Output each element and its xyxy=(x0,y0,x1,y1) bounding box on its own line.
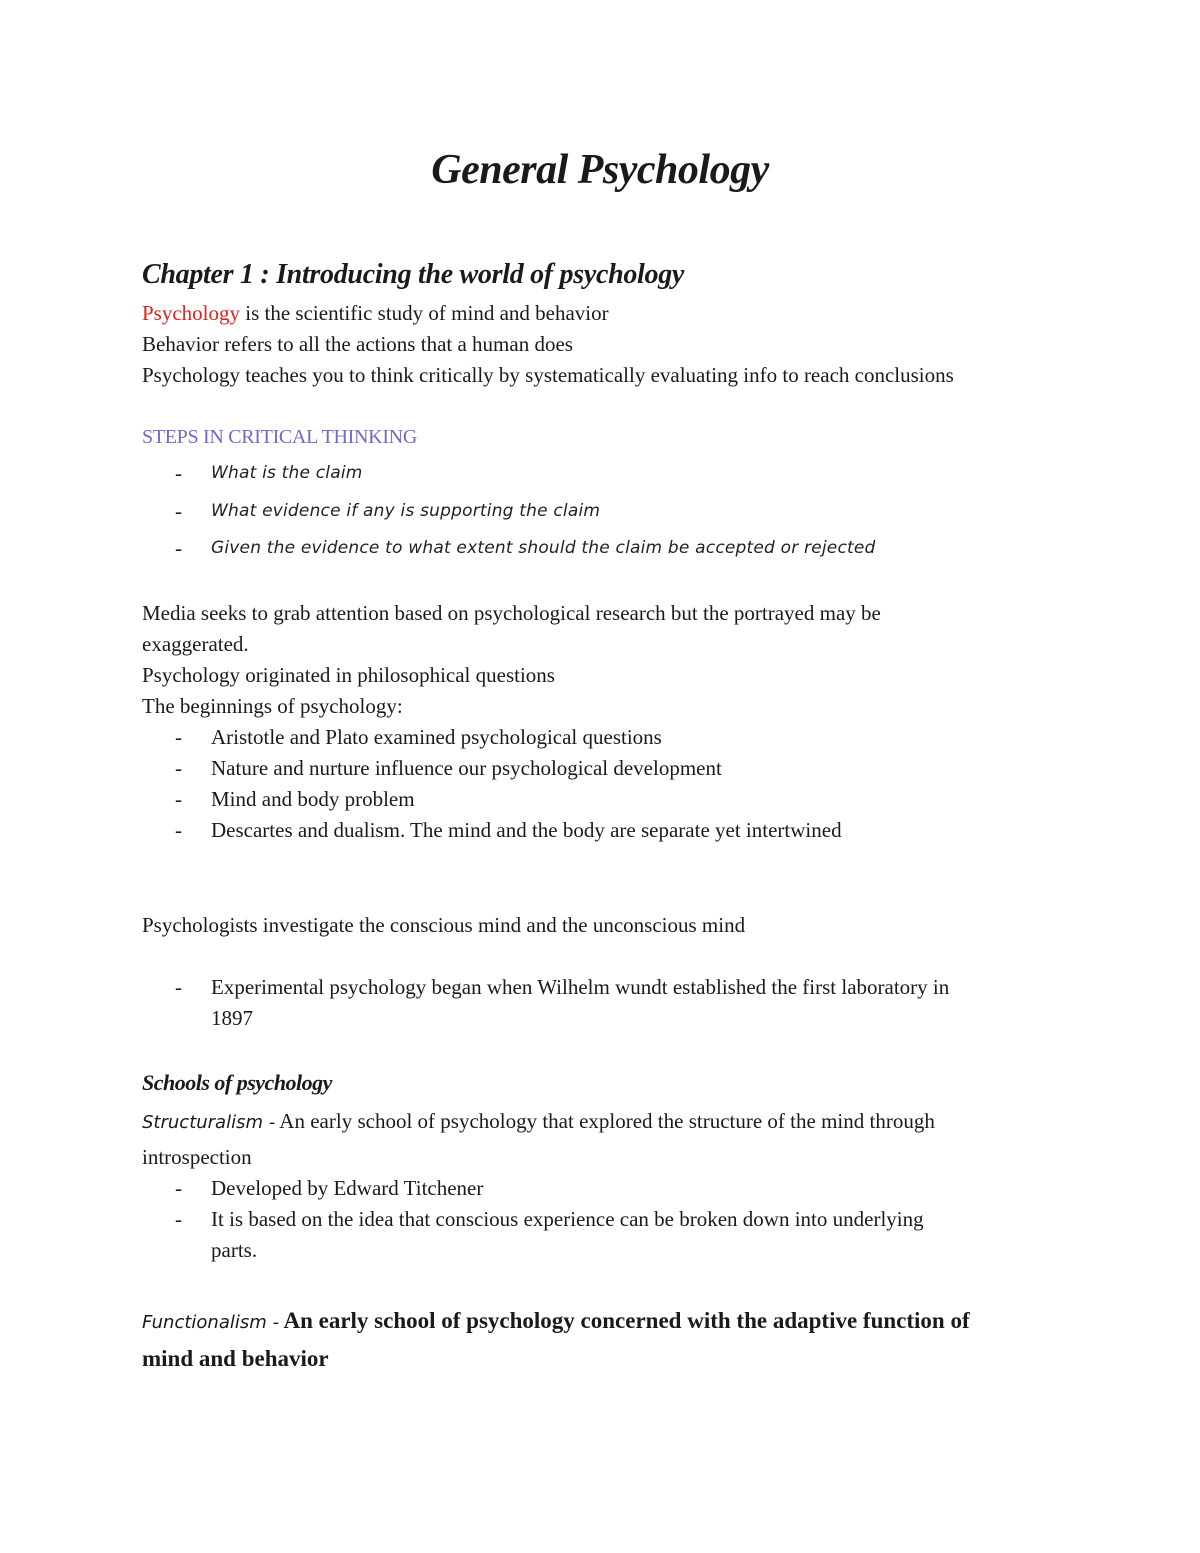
beginnings-line: The beginnings of psychology: xyxy=(142,694,403,718)
bullet-dash: - xyxy=(175,1207,182,1231)
bullet-dash: - xyxy=(175,536,182,560)
functionalism-line-2: mind and behavior xyxy=(142,1346,329,1371)
schools-heading: Schools of psychology xyxy=(142,1070,332,1095)
bullet-dash: - xyxy=(175,725,182,749)
bullet-dash: - xyxy=(175,975,182,999)
beginnings-item: Mind and body problem xyxy=(211,787,415,811)
chapter-heading: Chapter 1 : Introducing the world of psychology xyxy=(142,259,685,290)
behavior-line: Behavior refers to all the actions that a human does xyxy=(142,332,573,356)
beginnings-item: Aristotle and Plato examined psychological questions xyxy=(211,725,662,749)
document-title: General Psychology xyxy=(431,147,769,193)
functionalism-term: Functionalism - xyxy=(142,1312,279,1333)
psychology-term: Psychology xyxy=(142,301,241,325)
bullet-dash: - xyxy=(175,1176,182,1200)
structuralism-definition: An early school of psychology that explored the structure of the mind through xyxy=(275,1109,935,1133)
structuralism-item: Developed by Edward Titchener xyxy=(211,1176,484,1200)
definition-text: is the scientific study of mind and behavior xyxy=(240,301,609,325)
bullet-dash: - xyxy=(175,461,182,485)
structuralism-line xyxy=(142,1106,935,1138)
step-item: What is the claim xyxy=(211,463,363,483)
critical-thinking-heading: STEPS IN CRITICAL THINKING xyxy=(142,426,417,448)
structuralism-term: Structuralism - xyxy=(142,1112,276,1133)
critical-line: Psychology teaches you to think critically by systematically evaluating info to reach conclusions xyxy=(142,363,954,387)
bullet-dash: - xyxy=(175,756,182,780)
beginnings-item: Nature and nurture influence our psychological development xyxy=(211,756,722,780)
definition-line xyxy=(142,298,609,329)
step-item: What evidence if any is supporting the claim xyxy=(211,501,601,521)
origin-line: Psychology originated in philosophical questions xyxy=(142,663,555,687)
functionalism-definition: An early school of psychology concerned with the adaptive function of xyxy=(278,1308,970,1333)
bullet-dash: - xyxy=(175,818,182,842)
experimental-item-line-1: Experimental psychology began when Wilhelm wundt established the first laboratory in xyxy=(211,975,950,999)
structuralism-item: It is based on the idea that conscious experience can be broken down into underlying xyxy=(211,1207,924,1231)
structuralism-item-continued: parts. xyxy=(211,1238,258,1262)
step-item: Given the evidence to what extent should the claim be accepted or rejected xyxy=(211,538,876,558)
bullet-dash: - xyxy=(175,787,182,811)
media-line-1: Media seeks to grab attention based on psychological research but the portrayed may be xyxy=(142,601,881,625)
beginnings-item: Descartes and dualism. The mind and the body are separate yet intertwined xyxy=(211,818,842,842)
experimental-item-line-2: 1897 xyxy=(211,1006,253,1030)
structuralism-line-2: introspection xyxy=(142,1145,252,1169)
bullet-dash: - xyxy=(175,499,182,523)
media-line-2: exaggerated. xyxy=(142,632,249,656)
functionalism-line xyxy=(142,1305,970,1338)
conscious-line: Psychologists investigate the conscious mind and the unconscious mind xyxy=(142,913,746,937)
